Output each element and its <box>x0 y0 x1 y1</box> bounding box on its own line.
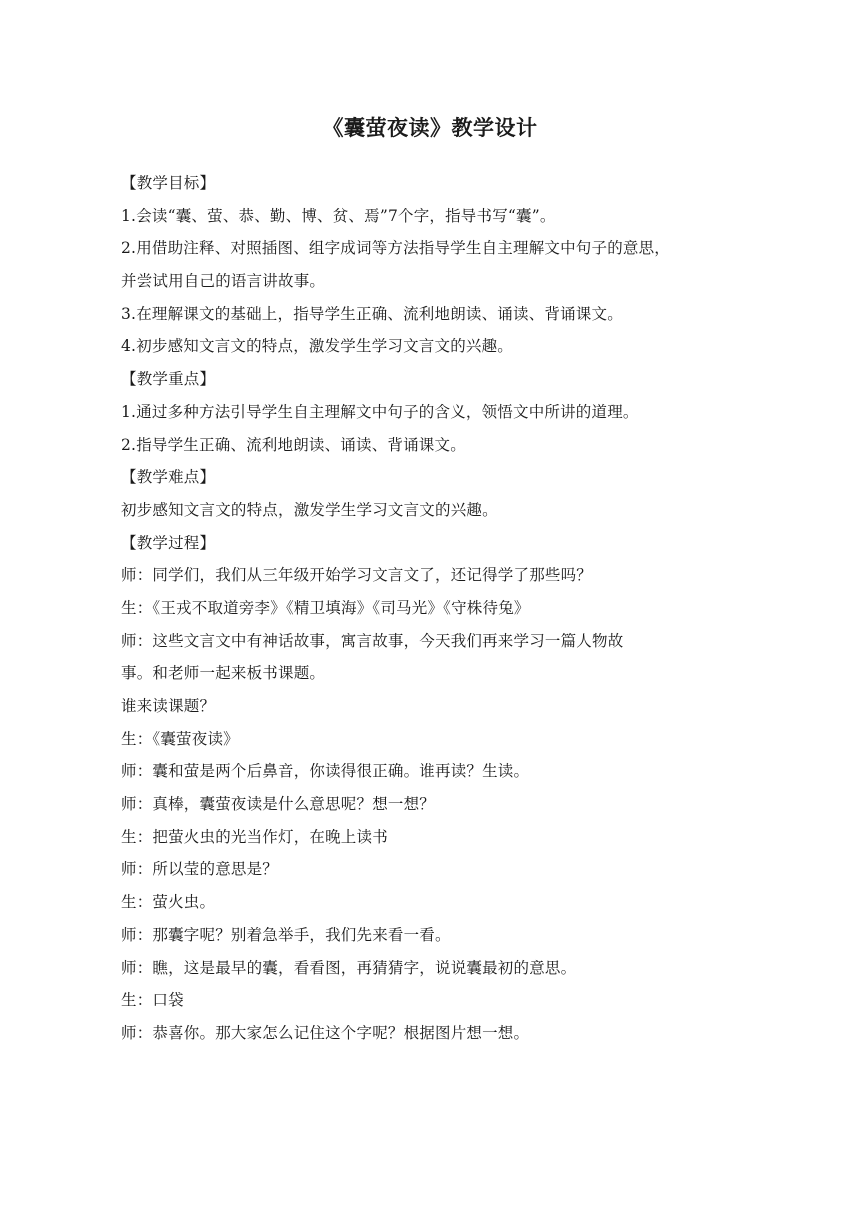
dialogue-line: 师：同学们，我们从三年级开始学习文言文了，还记得学了那些吗？ <box>121 566 593 585</box>
dialogue-line: 生：萤火虫。 <box>121 893 216 912</box>
dialogue-line: 师：所以莹的意思是？ <box>121 860 279 879</box>
dialogue-line: 生：把萤火虫的光当作灯，在晚上读书 <box>121 827 388 846</box>
section-heading-difficulties: 【教学难点】 <box>121 468 216 487</box>
section-heading-process: 【教学过程】 <box>121 533 216 552</box>
dialogue-line: 师：恭喜你。那大家怎么记住这个字呢？根据图片想一想。 <box>121 1023 530 1042</box>
dialogue-line: 师：这些文言文中有神话故事，寓言故事，今天我们再来学习一篇人物故 <box>121 631 624 650</box>
dialogue-line: 生：《王戎不取道旁李》《精卫填海》《司马光》《守株待兔》 <box>121 598 530 617</box>
paragraph-line: 1.通过多种方法引导学生自主理解文中句子的含义，领悟文中所讲的道理。 <box>121 402 639 421</box>
dialogue-line: 谁来读课题？ <box>121 697 216 715</box>
paragraph-line: 4.初步感知文言文的特点，激发学生学习文言文的兴趣。 <box>121 337 513 356</box>
dialogue-line: 师：真棒，囊萤夜读是什么意思呢？想一想？ <box>121 795 436 814</box>
paragraph-line: 3.在理解课文的基础上，指导学生正确、流利地朗读、诵读、背诵课文。 <box>121 304 623 323</box>
dialogue-line: 生：《囊萤夜读》 <box>121 729 239 748</box>
dialogue-line: 师：囊和萤是两个后鼻音，你读得很正确。谁再读？生读。 <box>121 762 530 781</box>
dialogue-line: 生：口袋 <box>121 991 184 1010</box>
paragraph-line: 并尝试用自己的语言讲故事。 <box>121 272 326 291</box>
paragraph-line: 2.用借助注释、对照插图、组字成词等方法指导学生自主理解文中句子的意思， <box>121 239 670 258</box>
document-body <box>121 167 741 1050</box>
paragraph-line: 初步感知文言文的特点，激发学生学习文言文的兴趣。 <box>121 500 498 519</box>
section-heading-key-points: 【教学重点】 <box>121 370 216 389</box>
document-title: 《囊萤夜读》教学设计 <box>322 115 538 140</box>
paragraph-line: 2.指导学生正确、流利地朗读、诵读、背诵课文。 <box>121 435 466 454</box>
paragraph-line: 1.会读“囊、萤、恭、勤、博、贫、焉”7个字，指导书写“囊”。 <box>121 206 556 225</box>
dialogue-line: 师：那囊字呢？别着急举手，我们先来看一看。 <box>121 925 451 944</box>
dialogue-line: 师：瞧，这是最早的囊，看看图，再猜猜字，说说囊最初的意思。 <box>121 958 577 977</box>
section-heading-goals: 【教学目标】 <box>121 174 216 192</box>
dialogue-line: 事。和老师一起来板书课题。 <box>121 664 326 683</box>
